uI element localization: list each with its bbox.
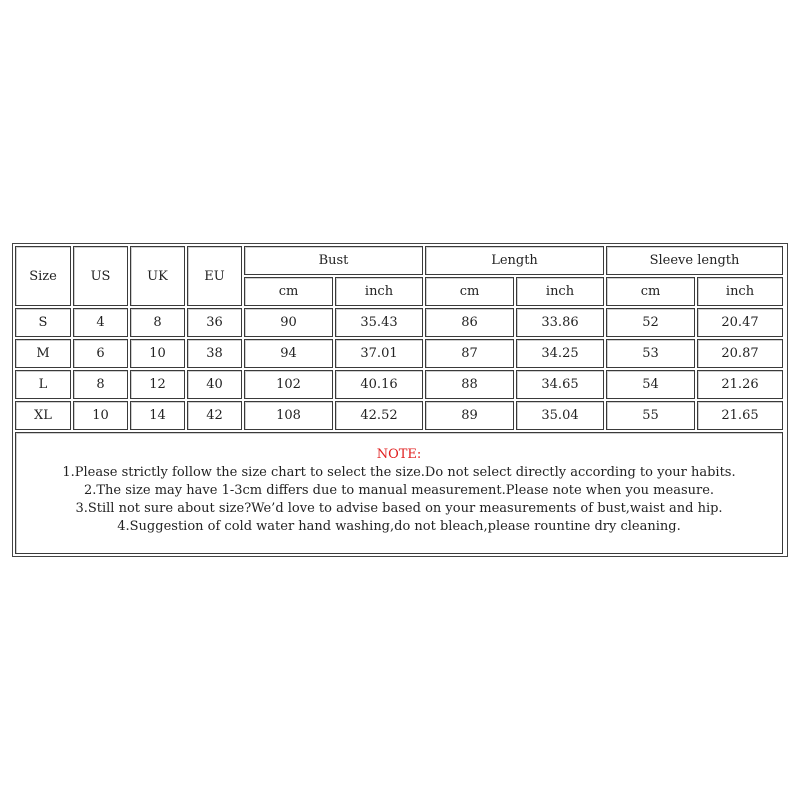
cell-sleeve-cm: 55 [606,401,695,430]
header-eu: EU [187,246,242,306]
cell-bust-cm: 90 [244,308,333,337]
cell-sleeve-in: 20.87 [697,339,783,368]
cell-bust-cm: 108 [244,401,333,430]
cell-eu: 42 [187,401,242,430]
note-box [15,432,783,554]
subheader-length-cm: cm [425,277,514,306]
cell-length-cm: 87 [425,339,514,368]
cell-eu: 38 [187,339,242,368]
cell-uk: 8 [130,308,185,337]
note-title: NOTE: [376,447,422,462]
cell-length-in: 34.25 [516,339,604,368]
cell-sleeve-cm: 53 [606,339,695,368]
cell-length-in: 33.86 [516,308,604,337]
subheader-sleeve-inch: inch [697,277,783,306]
cell-uk: 10 [130,339,185,368]
cell-eu: 40 [187,370,242,399]
note-line-2: 2.The size may have 1-3cm differs due to manual measurement.Please note when you measure. [83,483,715,498]
header-uk: UK [130,246,185,306]
cell-length-in: 35.04 [516,401,604,430]
cell-size: L [15,370,71,399]
cell-length-cm: 89 [425,401,514,430]
header-bust: Bust [244,246,423,275]
cell-sleeve-cm: 54 [606,370,695,399]
cell-sleeve-in: 21.26 [697,370,783,399]
cell-sleeve-in: 21.65 [697,401,783,430]
subheader-length-inch: inch [516,277,604,306]
cell-length-cm: 86 [425,308,514,337]
cell-bust-cm: 102 [244,370,333,399]
note-line-1: 1.Please strictly follow the size chart to select the size.Do not select directly according to your habits. [62,465,736,480]
cell-length-in: 34.65 [516,370,604,399]
cell-bust-in: 42.52 [335,401,423,430]
header-size: Size [15,246,71,306]
cell-bust-in: 40.16 [335,370,423,399]
cell-bust-in: 35.43 [335,308,423,337]
subheader-bust-inch: inch [335,277,423,306]
header-length: Length [425,246,604,275]
header-sleeve-length: Sleeve length [606,246,783,275]
cell-size: S [15,308,71,337]
header-us: US [73,246,128,306]
cell-us: 8 [73,370,128,399]
cell-size: XL [15,401,71,430]
cell-uk: 12 [130,370,185,399]
cell-uk: 14 [130,401,185,430]
cell-length-cm: 88 [425,370,514,399]
cell-bust-cm: 94 [244,339,333,368]
cell-eu: 36 [187,308,242,337]
cell-us: 10 [73,401,128,430]
cell-us: 4 [73,308,128,337]
subheader-sleeve-cm: cm [606,277,695,306]
cell-size: M [15,339,71,368]
subheader-bust-cm: cm [244,277,333,306]
cell-sleeve-in: 20.47 [697,308,783,337]
cell-bust-in: 37.01 [335,339,423,368]
note-line-3: 3.Still not sure about size?We’d love to advise based on your measurements of bust,waist and hip. [75,501,723,516]
note-line-4: 4.Suggestion of cold water hand washing,do not bleach,please rountine dry cleaning. [117,519,681,534]
cell-sleeve-cm: 52 [606,308,695,337]
size-chart [12,243,788,557]
cell-us: 6 [73,339,128,368]
